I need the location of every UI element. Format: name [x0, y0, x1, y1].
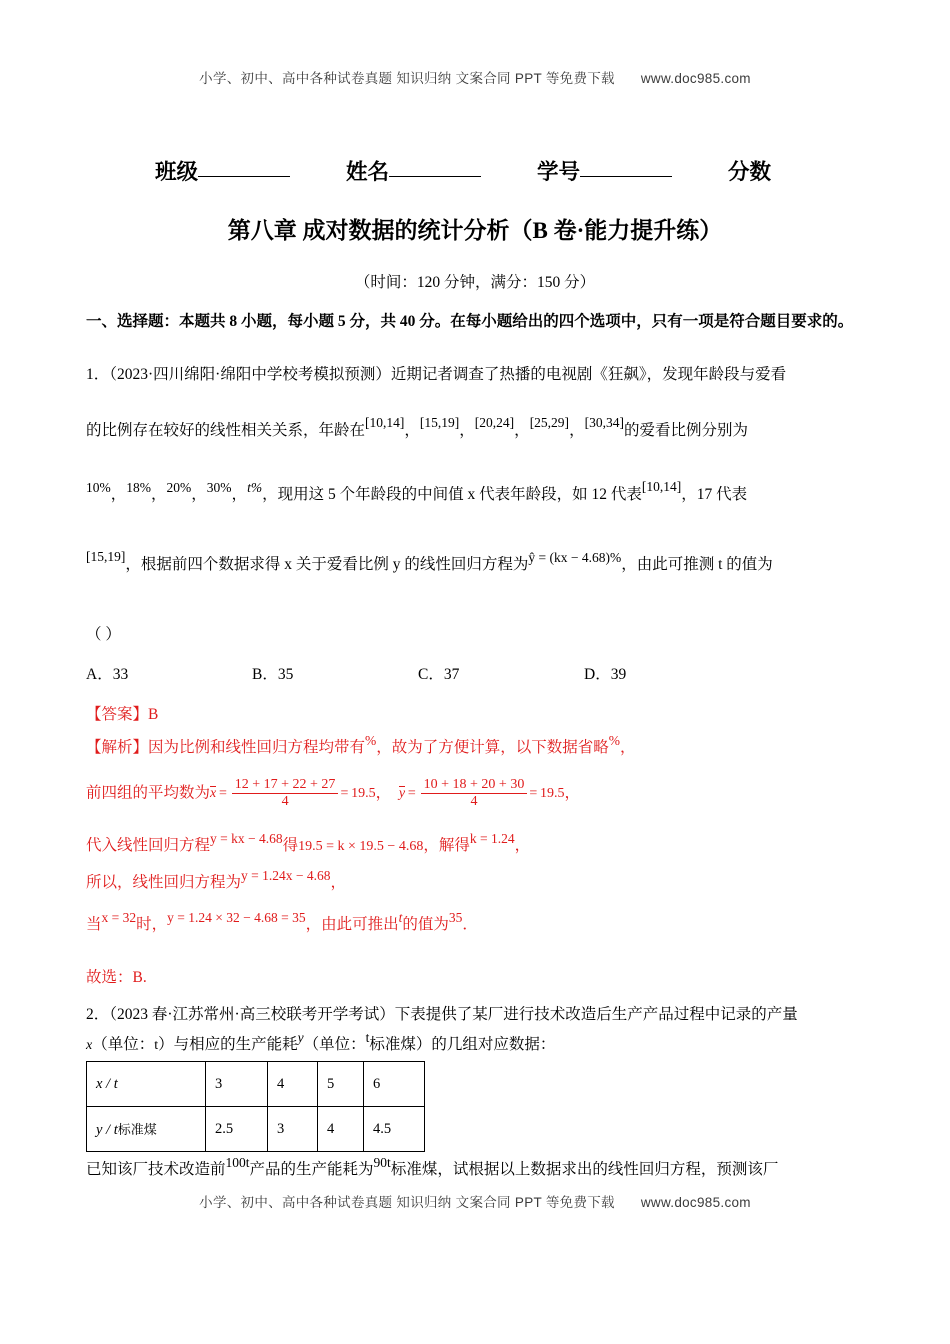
x-bar-value: 19.5	[351, 786, 376, 802]
table-cell: 6	[364, 1062, 425, 1107]
option-c[interactable]: C．37	[418, 666, 460, 683]
running-header-text: 小学、初中、高中各种试卷真题 知识归纳 文案合同 PPT 等免费下载	[199, 71, 615, 86]
table-row-header-y-var: y / t	[96, 1122, 118, 1138]
question-1-text-4: ，现用这 5 个年龄段的中间值 x 代表年龄段，如 12 代表	[262, 486, 642, 503]
ratio-2: 18%	[126, 480, 152, 495]
class-blank[interactable]	[198, 175, 290, 177]
table-cell: 5	[318, 1062, 364, 1107]
score-label: 分数	[728, 160, 772, 184]
comma: ，	[151, 486, 167, 503]
question-1-text-2: 的比例存在较好的线性相关关系，年龄在	[86, 422, 366, 439]
question-2-line-2	[86, 1030, 872, 1057]
answer-line	[86, 702, 886, 724]
running-footer-url: www.doc985.com	[640, 1195, 751, 1210]
comma: ，	[404, 422, 420, 439]
y-bar-numerator: 10 + 18 + 20 + 30	[423, 777, 525, 792]
substitute-prefix: 代入线性回归方程	[86, 837, 211, 854]
interval-4: [25,29]	[529, 415, 570, 430]
question-2-text-6: 已知该厂技术改造前	[86, 1161, 226, 1178]
table-cell: 2.5	[206, 1107, 268, 1152]
value-90t: 90t	[373, 1155, 391, 1170]
interval-ref-2: [15,19]	[86, 549, 126, 564]
comma: ，	[514, 422, 530, 439]
question-1-line-1	[86, 364, 872, 386]
x-bar-expression: x = $\frac{12 + 17 + 22 + 27}{4}$ = 19.5	[210, 777, 376, 809]
question-2-text-2: （单位：	[92, 1036, 155, 1053]
table-cell: 4	[318, 1107, 364, 1152]
analysis-line-evaluate	[86, 912, 886, 934]
k-value: k = 1.24	[469, 831, 515, 846]
analysis-text-b: ，故为了方便计算，以下数据省略	[376, 739, 609, 756]
table-row-header-x: x / t	[87, 1062, 206, 1107]
y-bar-value: 19.5	[540, 786, 565, 802]
y-bar-denominator: 4	[421, 793, 528, 810]
question-1-text-6: ，根据前四个数据求得 x 关于爱看比例 y 的线性回归方程为	[125, 556, 529, 573]
variable-y: y	[297, 1030, 304, 1045]
ratio-1: 10%	[86, 480, 111, 495]
interval-5: [30,34]	[584, 415, 624, 430]
question-1-text-5: ，17 代表	[681, 486, 748, 503]
option-d[interactable]: D．39	[584, 666, 627, 683]
t-value: 35	[448, 910, 463, 925]
value-100t: 100t	[225, 1155, 250, 1170]
comma: ，	[231, 486, 248, 503]
running-header-url: www.doc985.com	[640, 71, 751, 86]
question-1-number: 1．	[86, 366, 110, 383]
page-title: 第八章 成对数据的统计分析（B 卷·能力提升练）	[227, 218, 723, 243]
question-2-text-4: （单位：	[303, 1036, 366, 1053]
question-1-source: （2023·四川绵阳·绵阳中学校考模拟预测）	[109, 366, 391, 383]
question-2-text-3: ）与相应的生产能耗	[158, 1036, 298, 1053]
question-2-line-3	[86, 1155, 872, 1181]
mean-prefix: 前四组的平均数为	[86, 784, 211, 802]
result-equation: y = 1.24x − 4.68	[241, 868, 331, 883]
percent-sign-2: %	[608, 733, 621, 748]
question-1-line-2	[86, 415, 872, 442]
ratio-3: 20%	[166, 480, 192, 495]
interval-ref-1: [10,14]	[641, 479, 682, 494]
name-blank[interactable]	[389, 175, 481, 177]
interval-2: [15,19]	[419, 415, 460, 430]
evaluate-equation: y = 1.24 × 32 − 4.68 = 35	[167, 910, 306, 925]
analysis-line-1	[86, 735, 886, 757]
when-tail-a: ，由此可推出	[305, 916, 399, 933]
table-row-header-y-unit: 标准煤	[117, 1122, 157, 1137]
question-2-source: （2023 春·江苏常州·高三校联考开学考试）	[109, 1006, 395, 1023]
question-1-text-1: 近期记者调查了热播的电视剧《狂飙》，发现年龄段与爱看	[390, 366, 787, 383]
option-a[interactable]: A．33	[86, 666, 129, 683]
comma: ，	[191, 486, 207, 503]
question-2-number: 2．	[86, 1006, 110, 1023]
running-header	[0, 67, 950, 87]
question-2-line-1	[86, 1004, 872, 1026]
when-x-value: x = 32	[101, 910, 137, 925]
student-id-blank[interactable]	[580, 175, 672, 177]
variable-x: x	[86, 1038, 93, 1053]
section-heading: 一、选择题：本题共 8 小题，每小题 5 分，共 40 分。在每小题给出的四个选项中，只有一项是符合题目要求的。	[86, 313, 854, 330]
table-cell: 3	[206, 1062, 268, 1107]
substitute-mid: 得	[282, 837, 299, 854]
unit-t-2: t	[365, 1030, 370, 1045]
question-2-text-7: 产品的生产能耗为	[249, 1161, 374, 1178]
when-mid: 时，	[136, 916, 168, 933]
y-bar-expression: y = $\frac{10 + 18 + 20 + 30}{4}$ = 19.5	[398, 777, 565, 809]
t-symbol: t	[398, 910, 403, 925]
analysis-text-a: 因为比例和线性回归方程均带有	[148, 739, 366, 756]
when-label: 当	[86, 916, 102, 933]
running-footer-text: 小学、初中、高中各种试卷真题 知识归纳 文案合同 PPT 等免费下载	[199, 1195, 615, 1210]
comma: ，	[110, 486, 127, 503]
page-subtitle: （时间：120 分钟，满分：150 分）	[354, 274, 596, 291]
question-1-line-3	[86, 479, 872, 506]
interval-1: [10,14]	[365, 415, 405, 430]
name-label: 姓名	[346, 160, 390, 184]
percent-sign-1: %	[365, 733, 377, 748]
student-info-line	[155, 155, 855, 186]
when-tail-b: 的值为	[402, 916, 449, 933]
table-cell: 3	[268, 1107, 318, 1152]
substitute-solve-label: ，解得	[423, 837, 470, 854]
interval-3: [20,24]	[474, 415, 515, 430]
analysis-line-means	[86, 778, 886, 810]
comma: ，	[514, 837, 531, 854]
comma: ，	[564, 784, 581, 802]
answer-value: B	[148, 706, 159, 723]
comma: ，	[569, 422, 585, 439]
table-cell: 4	[268, 1062, 318, 1107]
final-choice: 故选：B.	[86, 969, 147, 986]
comma: ，	[330, 874, 347, 891]
comma: ，	[375, 784, 392, 802]
question-1-text-3: 的爱看比例分别为	[623, 422, 748, 439]
comma: ，	[459, 422, 475, 439]
substitute-equation: y = kx − 4.68	[210, 831, 283, 846]
running-footer	[0, 1191, 950, 1211]
table-row	[87, 1107, 425, 1152]
x-bar-numerator: 12 + 17 + 22 + 27	[234, 777, 336, 792]
question-1-line-4	[86, 549, 872, 576]
ratio-5: t%	[247, 480, 263, 495]
x-bar-denominator: 4	[232, 793, 339, 810]
period: ．	[462, 916, 478, 933]
question-2-text-1: 下表提供了某厂进行技术改造后生产产品过程中记录的产量	[394, 1006, 798, 1023]
student-id-label: 学号	[537, 160, 581, 184]
ratio-4: 30%	[206, 480, 232, 495]
table-row-header-y	[87, 1107, 206, 1152]
table-row	[87, 1062, 425, 1107]
data-table	[86, 1061, 425, 1152]
question-1-options	[86, 662, 872, 684]
table-cell: 4.5	[364, 1107, 425, 1152]
question-1-text-7: ，由此可推测 t 的值为	[621, 556, 773, 573]
option-b[interactable]: B．35	[252, 666, 294, 683]
analysis-line-substitute	[86, 833, 886, 855]
question-2-text-5: 标准煤）的几组对应数据：	[369, 1036, 556, 1053]
class-label: 班级	[155, 160, 199, 184]
result-prefix: 所以，线性回归方程为	[86, 874, 242, 891]
unit-t-1: t	[154, 1038, 159, 1053]
substitute-equation-2: 19.5 = k × 19.5 − 4.68	[298, 839, 424, 854]
question-1-answer-paren[interactable]: （ ）	[86, 626, 121, 643]
question-2-text-8: 标准煤，试根据以上数据求出的线性回归方程，预测该厂	[390, 1161, 779, 1178]
analysis-text-c: ，	[620, 739, 636, 756]
analysis-line-result	[86, 870, 886, 892]
answer-label: 【答案】	[86, 706, 149, 723]
analysis-label: 【解析】	[86, 739, 149, 756]
regression-equation-1: ŷ = (kx − 4.68)%	[528, 550, 622, 565]
